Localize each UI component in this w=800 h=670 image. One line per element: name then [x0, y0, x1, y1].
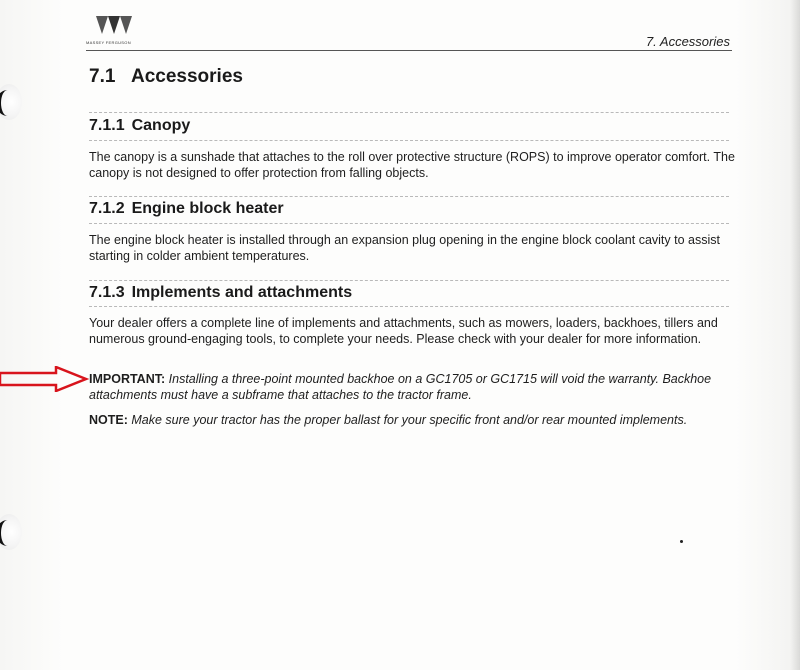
subsection-number: 7.1.1 — [89, 117, 125, 134]
note-notice — [89, 412, 737, 428]
subsection-number: 7.1.3 — [89, 284, 125, 301]
dashed-rule — [89, 280, 729, 281]
dashed-rule — [89, 306, 729, 307]
brand-logo — [86, 14, 138, 48]
binder-hole-icon — [0, 514, 22, 550]
subsection-heading-engine-block-heater — [89, 200, 284, 218]
paragraph-engine-block-heater: The engine block heater is installed through an expansion plug opening in the engine block coolant cavity to assist starting in colder ambient temperatures. — [89, 233, 720, 263]
paragraph-implements: Your dealer offers a complete line of implements and attachments, such as mowers, loaders, backhoes, tillers and numerous ground-engaging tools, to complete your needs. Please check with your dealer for more information. — [89, 316, 718, 346]
important-text: Installing a three-point mounted backhoe on a GC1705 or GC1715 will void the warranty. Backhoe attachments must have a subframe that attaches to the tractor frame. — [89, 372, 712, 402]
binder-hole-icon — [0, 84, 22, 120]
subsection-title: Engine block heater — [131, 200, 284, 217]
subsection-heading-canopy — [89, 117, 190, 135]
dashed-rule — [89, 112, 729, 113]
dashed-rule — [89, 140, 729, 141]
massey-ferguson-logo-icon — [94, 14, 134, 38]
red-outline-arrow-icon — [0, 366, 90, 392]
dashed-rule — [89, 196, 729, 197]
paragraph-canopy: The canopy is a sunshade that attaches to the roll over protective structure (ROPS) to improve operator comfort. The canopy is not designed to offer protection from falling objects. — [89, 150, 735, 180]
note-label: NOTE: — [89, 413, 128, 427]
page-speck — [680, 540, 683, 543]
section-title: Accessories — [131, 66, 243, 87]
chapter-title: 7. Accessories — [645, 34, 730, 49]
important-notice — [89, 371, 737, 403]
section-heading — [89, 66, 243, 88]
subsection-title: Implements and attachments — [131, 284, 353, 301]
note-text: Make sure your tractor has the proper ballast for your specific front and/or rear mounted implements. — [131, 413, 688, 427]
dashed-rule — [89, 223, 729, 224]
subsection-heading-implements — [89, 284, 352, 302]
logo-text: MASSEY FERGUSON — [86, 40, 131, 45]
page-edge-shadow — [790, 0, 800, 670]
section-number: 7.1 — [89, 66, 116, 87]
subsection-number: 7.1.2 — [89, 200, 125, 217]
important-label: IMPORTANT: — [89, 372, 166, 386]
subsection-title: Canopy — [131, 117, 191, 134]
header-rule — [86, 50, 732, 51]
